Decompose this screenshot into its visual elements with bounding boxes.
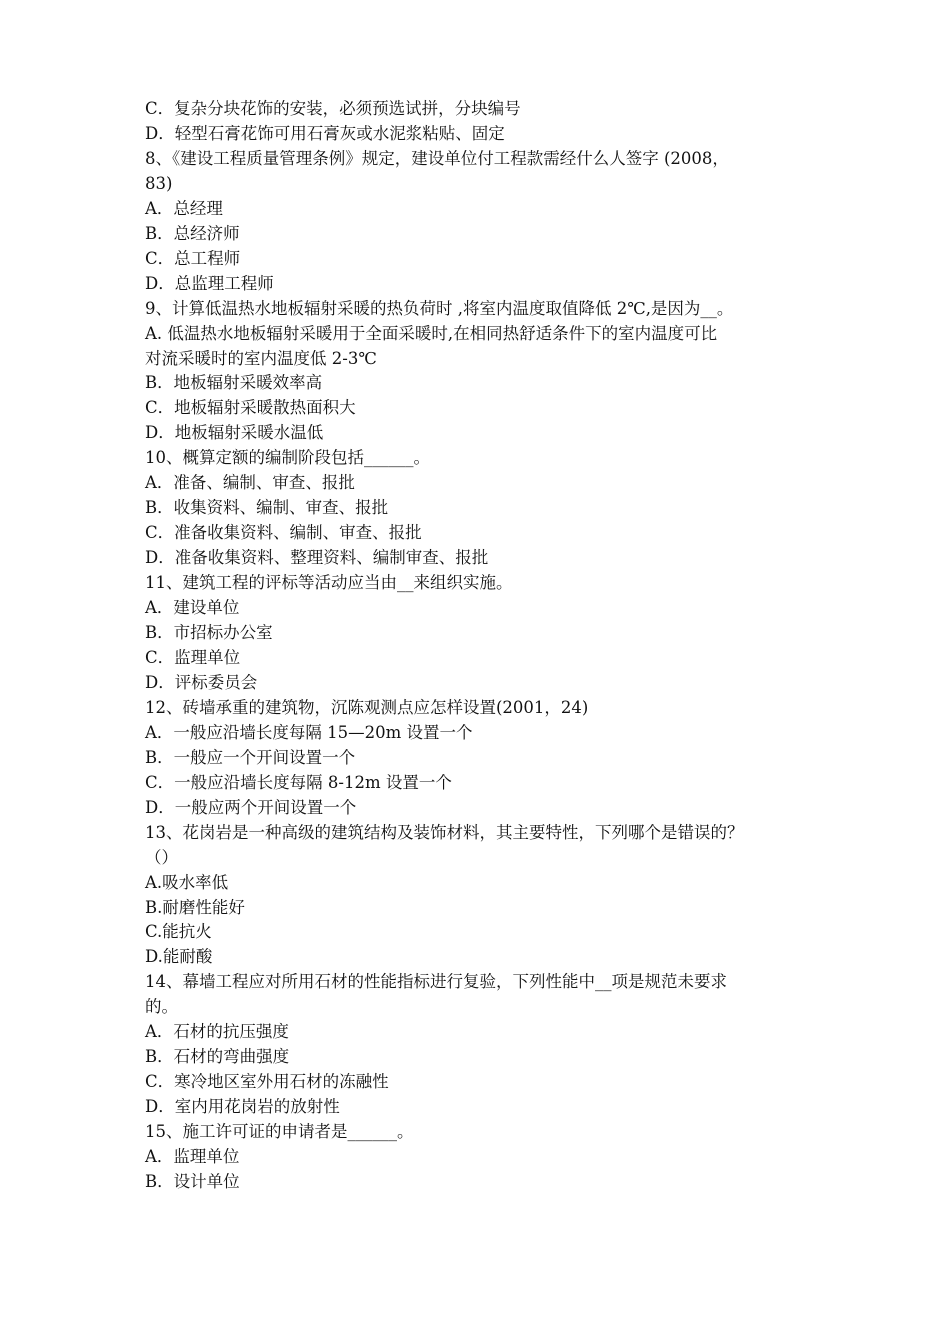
text-line: 14、幕墙工程应对所用石材的性能指标进行复验，下列性能中__项是规范未要求 — [145, 972, 727, 992]
text-line: A．建设单位 — [145, 598, 240, 618]
text-line: 83) — [145, 173, 173, 193]
text-line: B．市招标办公室 — [145, 623, 273, 643]
text-line: D．轻型石膏花饰可用石膏灰或水泥浆粘贴、固定 — [145, 123, 505, 143]
text-line: A．监理单位 — [145, 1147, 240, 1167]
text-line: 的。 — [145, 997, 178, 1017]
text-line: 9、计算低温热水地板辐射采暖的热负荷时 ,将室内温度取值降低 2℃,是因为__。 — [145, 298, 734, 318]
text-line: 12、砖墙承重的建筑物，沉陈观测点应怎样设置(2001，24) — [145, 697, 589, 717]
text-line: B．石材的弯曲强度 — [145, 1047, 290, 1067]
text-line: B．地板辐射采暖效率高 — [145, 373, 323, 393]
text-line: A．石材的抗压强度 — [145, 1022, 289, 1042]
text-line: B．收集资料、编制、审查、报批 — [145, 498, 389, 518]
text-line: B.耐磨性能好 — [145, 897, 245, 917]
text-line: D.能耐酸 — [145, 947, 213, 967]
text-line: C．监理单位 — [145, 647, 241, 667]
text-line: D．准备收集资料、整理资料、编制审查、报批 — [145, 548, 489, 568]
text-line: C．地板辐射采暖散热面积大 — [145, 398, 356, 418]
text-line: D．室内用花岗岩的放射性 — [145, 1097, 340, 1117]
document-body — [145, 97, 811, 1195]
text-line: 10、概算定额的编制阶段包括______。 — [145, 448, 430, 468]
text-line: C.能抗火 — [145, 922, 212, 942]
text-line: D．地板辐射采暖水温低 — [145, 423, 324, 443]
text-line: C．准备收集资料、编制、审查、报批 — [145, 523, 422, 543]
text-line: C．寒冷地区室外用石材的冻融性 — [145, 1072, 389, 1092]
text-line: 11、建筑工程的评标等活动应当由__来组织实施。 — [145, 573, 513, 593]
text-line: 8、《建设工程质量管理条例》规定，建设单位付工程款需经什么人签字 (2008， — [145, 148, 729, 168]
text-line: B．总经济师 — [145, 223, 240, 243]
text-line: （） — [145, 847, 178, 867]
text-line: A．一般应沿墙长度每隔 15—20m 设置一个 — [145, 722, 473, 742]
text-line: B．设计单位 — [145, 1171, 240, 1191]
text-line: C．一般应沿墙长度每隔 8-12m 设置一个 — [145, 772, 452, 792]
text-line: A. 低温热水地板辐射采暖用于全面采暖时,在相同热舒适条件下的室内温度可比 — [145, 323, 718, 343]
text-line: 13、花岗岩是一种高级的建筑结构及装饰材料，其主要特性，下列哪个是错误的？ — [145, 822, 744, 842]
text-line: D．评标委员会 — [145, 672, 258, 692]
text-line: C．复杂分块花饰的安装，必须预选试拼，分块编号 — [145, 99, 521, 118]
text-line: A.吸水率低 — [145, 872, 229, 892]
text-line: A．准备、编制、审查、报批 — [145, 473, 355, 493]
text-line: D．总监理工程师 — [145, 273, 274, 293]
text-line: 对流采暖时的室内温度低 2-3℃ — [145, 348, 377, 368]
text-line: C．总工程师 — [145, 248, 241, 268]
text-line: D．一般应两个开间设置一个 — [145, 797, 357, 817]
text-line: A．总经理 — [145, 198, 223, 218]
text-line: B．一般应一个开间设置一个 — [145, 747, 356, 767]
text-line: 15、施工许可证的申请者是______。 — [145, 1122, 414, 1142]
